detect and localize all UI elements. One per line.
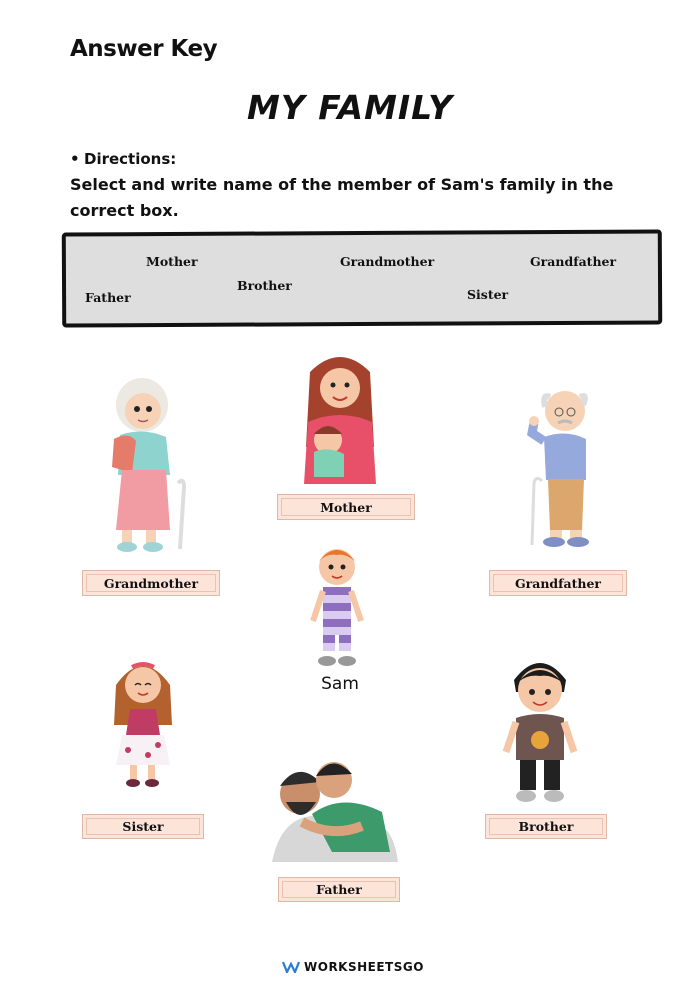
sister-illustration (108, 655, 178, 790)
worksheetsgo-logo-icon (282, 961, 300, 973)
answer-box-brother[interactable]: Brother (485, 814, 607, 839)
footer-brand (282, 960, 424, 974)
word-bank-grandmother: Grandmother (340, 254, 435, 269)
word-bank-father: Father (85, 290, 131, 305)
answer-box-grandmother[interactable]: Grandmother (82, 570, 220, 596)
grandfather-illustration (520, 385, 600, 550)
sam-name-label: Sam (321, 674, 359, 694)
directions-label: • Directions: (84, 150, 176, 168)
word-bank-box (62, 229, 662, 327)
brother-illustration (500, 652, 580, 807)
page-title: MY FAMILY (247, 88, 453, 127)
grandmother-illustration (100, 375, 195, 555)
word-bank-mother: Mother (146, 254, 198, 269)
answer-box-father[interactable]: Father (278, 877, 400, 902)
father-illustration (272, 752, 400, 862)
word-bank-brother: Brother (237, 278, 292, 293)
answer-box-grandfather[interactable]: Grandfather (489, 570, 627, 596)
answer-box-sister[interactable]: Sister (82, 814, 204, 839)
directions-text: Select and write name of the member of Sam's family in the correct box. (70, 175, 614, 220)
word-bank-grandfather: Grandfather (530, 254, 617, 269)
footer-brand-text: WORKSHEETSGO (304, 960, 424, 974)
answer-box-mother[interactable]: Mother (277, 494, 415, 520)
sam-illustration (305, 545, 370, 670)
mother-illustration (300, 352, 380, 487)
answer-key-heading: Answer Key (70, 36, 218, 62)
word-bank-sister: Sister (467, 287, 509, 302)
